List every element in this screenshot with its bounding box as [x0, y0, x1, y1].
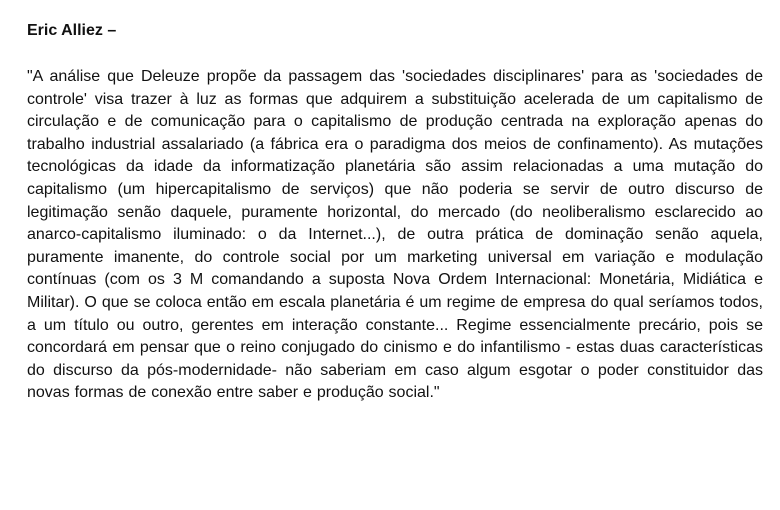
author-heading: Eric Alliez –	[27, 22, 117, 39]
document-page	[27, 20, 763, 405]
quote-paragraph: "A análise que Deleuze propõe da passagem das 'sociedades disciplinares' para as 'sociedades de controle' visa trazer à luz as formas que adquirem a substituição acelerada de um capitalismo de circulação e de comunicação para o capitalismo de produção centrada na exploração apenas do trabalho industrial assalariado (a fábrica era o paradigma dos meios de confinamento). As mutações tecnológicas da idade da informatização planetária são assim relacionadas a uma mutação do capitalismo (um hipercapitalismo de serviços) que não poderia se servir de outro discurso de legitimação senão daquele, puramente horizontal, do mercado (do neoliberalismo esclarecido ao anarco-capitalismo iluminado: o da Internet...), de outra prática de dominação senão aquela, puramente imanente, do controle social por um marketing universal em variação e modulação contínuas (com os 3 M comandando a suposta Nova Ordem Internacional: Monetária, Midiática e Militar). O que se coloca então em escala planetária é um regime de empresa do qual seríamos todos, a um título ou outro, gerentes em interação constante... Regime essencialmente precário, pois se concordará em pensar que o reino conjugado do cinismo e do infantilismo - estas duas características do discurso da pós-modernidade- não saberiam em caso algum esgotar o poder constituidor das novas formas de conexão entre saber e produção social."	[27, 68, 763, 402]
